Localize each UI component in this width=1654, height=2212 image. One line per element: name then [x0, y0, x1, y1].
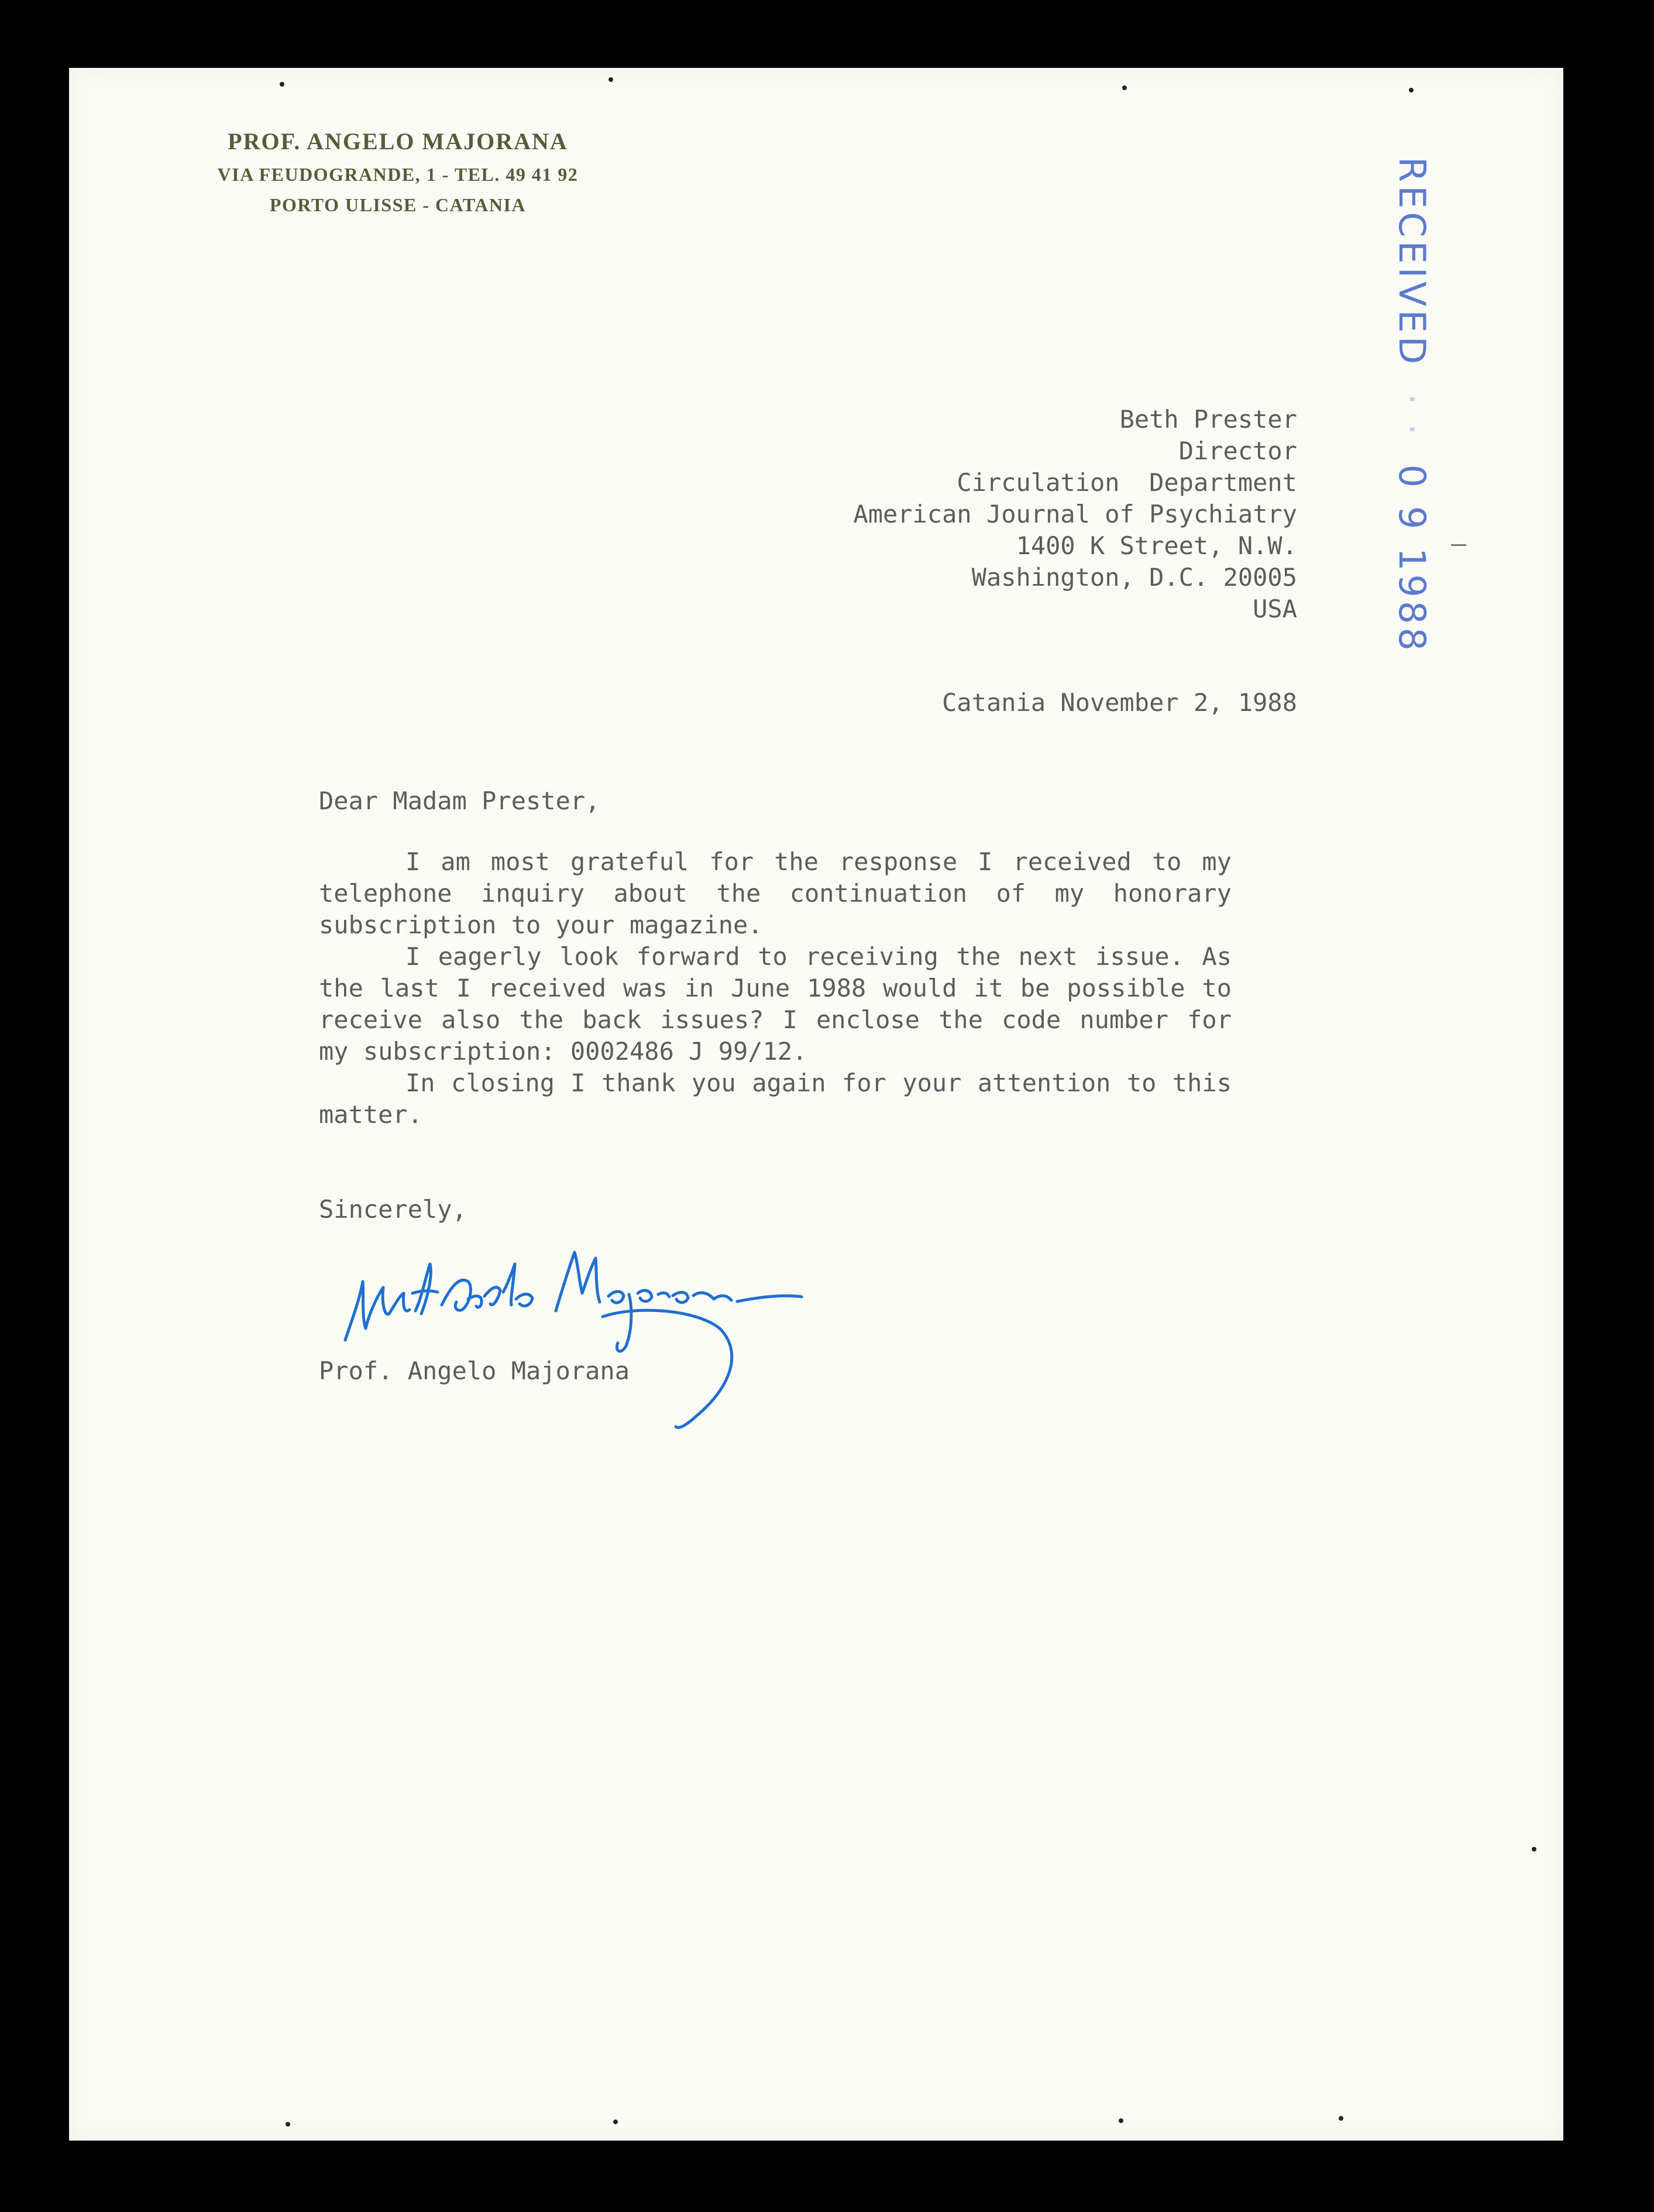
recipient-street: 1400 K Street, N.W. — [1016, 531, 1297, 560]
paper-speck — [280, 82, 284, 87]
paper-speck — [613, 2120, 618, 2124]
recipient-city: Washington, D.C. 20005 — [971, 563, 1297, 592]
salutation: Dear Madam Prester, — [319, 786, 600, 815]
received-stamp-text — [1391, 157, 1433, 654]
recipient-name: Beth Prester — [1119, 405, 1297, 434]
stamp-faded-gap: · · — [1391, 383, 1433, 449]
letterhead-address: VIA FEUDOGRANDE, 1 - TEL. 49 41 92 — [217, 164, 579, 185]
stamp-label: RECEIVED — [1391, 157, 1433, 368]
recipient-address-block — [853, 404, 1297, 625]
letter-body — [319, 846, 1232, 1131]
letterhead-name: PROF. ANGELO MAJORANA — [228, 128, 568, 154]
recipient-department: Circulation Department — [957, 468, 1297, 497]
paper-speck — [1119, 2118, 1123, 2123]
handwritten-signature — [333, 1241, 860, 1434]
paper-speck — [1339, 2116, 1343, 2121]
body-paragraph: I eagerly look forward to receiving the next issue. As the last I received was in June 1988 would it be possible to receive also the back issues? I enclose the code number for my subscription: 0002486 J 99/12. — [319, 942, 1232, 1066]
letterhead — [135, 124, 661, 220]
margin-mark — [1451, 544, 1466, 546]
stamp-date: 0 9 1988 — [1391, 464, 1433, 654]
received-stamp — [1391, 157, 1466, 654]
date-line: Catania November 2, 1988 — [942, 688, 1297, 717]
body-paragraph: I am most grateful for the response I received to my telephone inquiry about the continuation of my honorary subscription to your magazine. — [319, 847, 1232, 939]
paper-speck — [286, 2122, 290, 2127]
paper-speck — [1122, 85, 1127, 90]
signer-name: Prof. Angelo Majorana — [319, 1356, 630, 1385]
body-paragraph: In closing I thank you again for your attention to this matter. — [319, 1069, 1232, 1129]
paper-speck — [1409, 88, 1414, 92]
closing: Sincerely, — [319, 1195, 467, 1224]
recipient-title: Director — [1178, 437, 1297, 465]
paper-speck — [608, 77, 613, 82]
recipient-country: USA — [1253, 595, 1297, 623]
recipient-organization: American Journal of Psychiatry — [853, 500, 1297, 528]
letterhead-city: PORTO ULISSE - CATANIA — [269, 194, 527, 215]
paper-speck — [1532, 1847, 1536, 1852]
